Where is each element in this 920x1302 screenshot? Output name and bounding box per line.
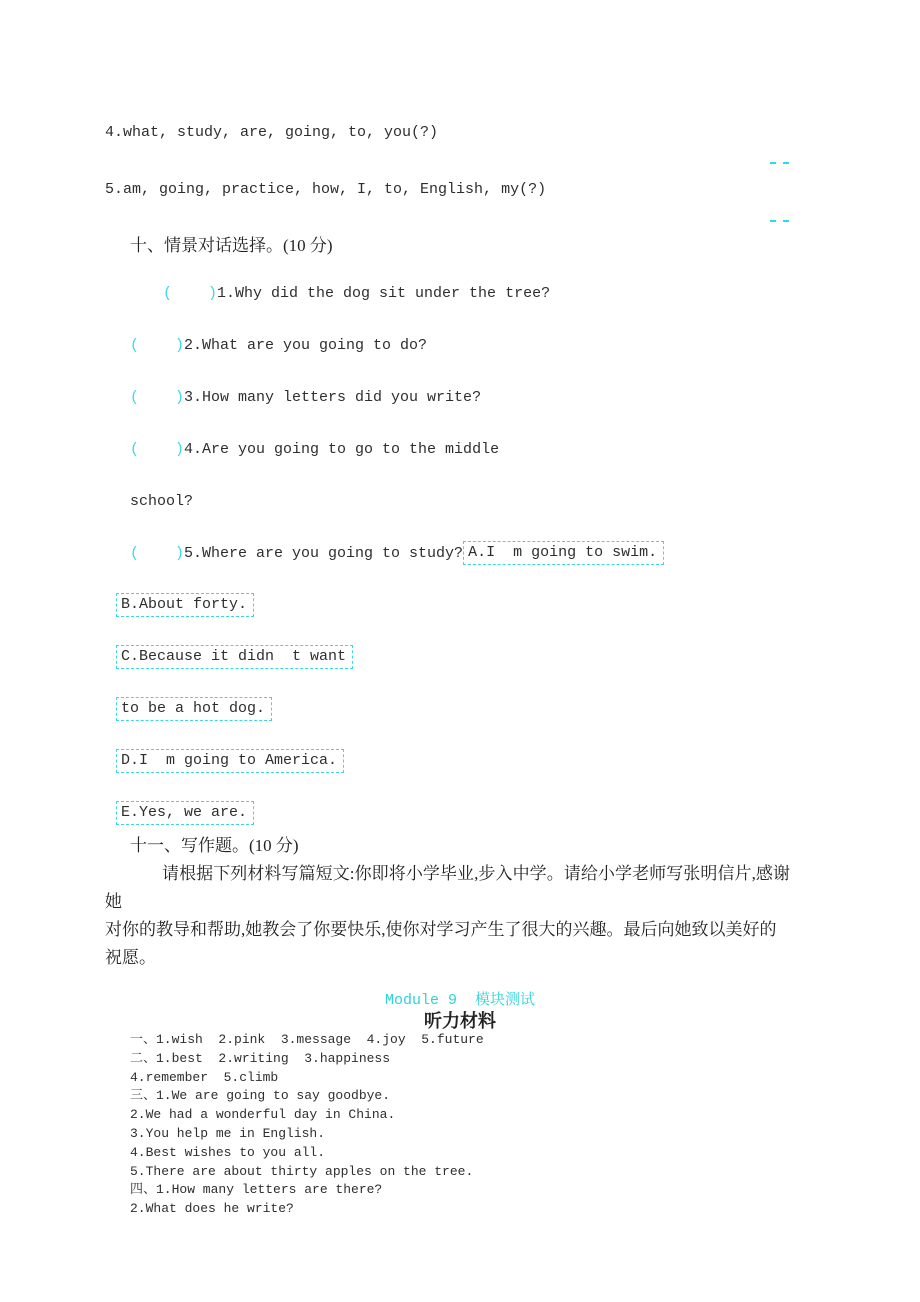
section-ten-heading: 十、情景对话选择。(10 分) [130, 236, 333, 255]
question-text: 2.What are you going to do? [184, 336, 428, 354]
writing-prompt [105, 860, 790, 972]
question-line-5 [130, 542, 790, 564]
question-line-3 [130, 386, 790, 408]
listening-line: 4.remember 5.climb [130, 1069, 279, 1085]
question-line-1 [163, 282, 790, 304]
listening-material [105, 1031, 790, 1219]
listening-material-subtitle: 听力材料 [424, 1011, 496, 1031]
answer-option-box-c-continuation: to be a hot dog. [116, 697, 272, 721]
answer-paren: ( ) [163, 284, 218, 302]
exercise-item-4 [105, 121, 790, 143]
listening-line: 三、1.We are going to say goodbye. [130, 1088, 391, 1104]
writing-prompt-line: 请根据下列材料写篇短文:你即将小学毕业,步入中学。请给小学老师写张明信片,感谢她 [105, 864, 790, 911]
module-title: Module 9 模块测试 [384, 992, 535, 1009]
listening-line: 3.You help me in English. [130, 1125, 326, 1141]
listening-line: 一、1.wish 2.pink 3.message 4.joy 5.future [130, 1032, 484, 1047]
answer-paren: ( ) [130, 440, 185, 458]
section-eleven-heading: 十一、写作题。(10 分) [130, 836, 299, 855]
exercise-item-5 [105, 178, 790, 200]
question-text: school? [130, 492, 194, 510]
exercise-item-text: 5.am, going, practice, how, I, to, English, my(?) [105, 180, 547, 198]
listening-line: 二、1.best 2.writing 3.happiness [130, 1050, 391, 1066]
question-4-continuation [130, 490, 790, 512]
listening-line: 2.We had a wonderful day in China. [130, 1107, 396, 1123]
answer-option-box-a: A.I m going to swim. [463, 541, 664, 565]
answer-option-box-d: D.I m going to America. [116, 749, 344, 773]
answer-paren: ( ) [130, 544, 185, 562]
answer-option-box-e: E.Yes, we are. [116, 801, 254, 825]
listening-line: 5.There are about thirty apples on the tree. [130, 1163, 474, 1179]
answer-blank-dash [770, 162, 789, 164]
answer-option-box-c: C.Because it didn t want [116, 645, 353, 669]
listening-line: 2.What does he write? [130, 1201, 294, 1217]
listening-line: 4.Best wishes to you all. [130, 1144, 326, 1160]
writing-prompt-line: 祝愿。 [105, 948, 156, 967]
question-line-2 [130, 334, 790, 356]
answer-option-row-c-continuation [116, 698, 790, 720]
answer-option-row-b [116, 594, 790, 616]
answer-paren: ( ) [130, 388, 185, 406]
writing-prompt-line: 对你的教导和帮助,她教会了你要快乐,使你对学习产生了很大的兴趣。最后向她致以美好的 [105, 920, 777, 939]
answer-option-box-b: B.About forty. [116, 593, 254, 617]
question-line-4 [130, 438, 790, 460]
answer-option-row-c [116, 646, 790, 668]
answer-paren: ( ) [130, 336, 185, 354]
question-text: 5.Where are you going to study? [184, 544, 464, 562]
exercise-item-text: 4.what, study, are, going, to, you(?) [105, 123, 439, 141]
question-text: 4.Are you going to go to the middle [184, 440, 500, 458]
listening-line: 四、1.How many letters are there? [130, 1182, 383, 1198]
question-text: 3.How many letters did you write? [184, 388, 482, 406]
question-text: 1.Why did the dog sit under the tree? [217, 284, 551, 302]
answer-blank-dash [770, 220, 789, 222]
answer-option-row-d [116, 750, 790, 772]
answer-option-row-e [116, 802, 790, 824]
